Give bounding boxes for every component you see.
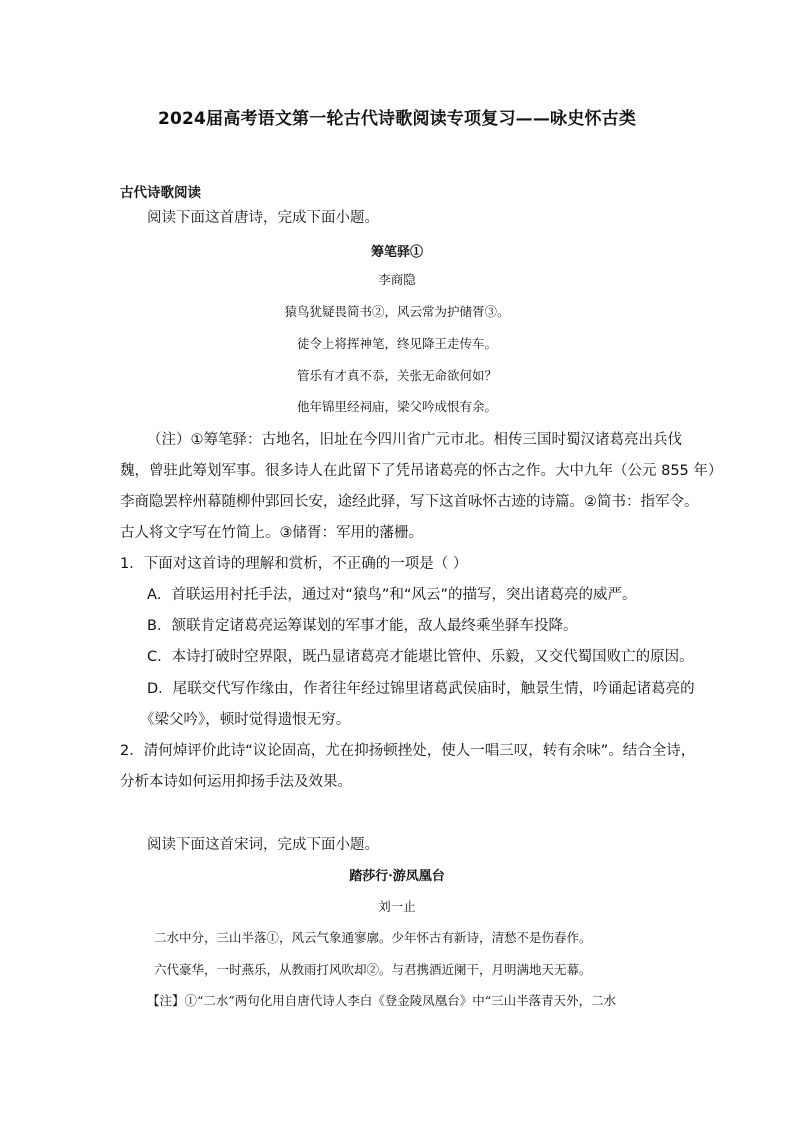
section-heading: 古代诗歌阅读 bbox=[120, 185, 201, 201]
question-1-option-d-continued: 《梁父吟》，顿时觉得遗恨无穷。 bbox=[140, 712, 351, 728]
poem1-line: 徒令上将挥神笔，终见降王走传车。 bbox=[296, 336, 497, 351]
poem2-note: 【注】①“二水”两句化用自唐代诗人李白《登金陵凤凰台》中“三山半落青天外，二水 bbox=[147, 993, 617, 1008]
question-2-line: 2．清何焯评价此诗“议论固高，尤在抑扬顿挫处，使人一唱三叹，转有余味”。结合全诗， bbox=[120, 743, 696, 759]
poem1-note-line: 李商隐罢梓州幕随柳仲郢回长安，途经此驿，写下这首咏怀古迹的诗篇。②简书：指军令。 bbox=[120, 494, 699, 510]
poem2-author: 刘一止 bbox=[378, 899, 416, 914]
question-1-stem: 1．下面对这首诗的理解和赏析，不正确的一项是（ ） bbox=[120, 556, 468, 572]
question-1-option-d: D．尾联交代写作缘由，作者往年经过锦里诸葛武侯庙时，触景生情，吟诵起诸葛亮的 bbox=[147, 681, 695, 697]
poem1-line: 猿鸟犹疑畏简书②，风云常为护储胥③。 bbox=[284, 304, 510, 319]
document-title: 2024届高考语文第一轮古代诗歌阅读专项复习——咏史怀古类 bbox=[157, 109, 637, 129]
part2-intro: 阅读下面这首宋词，完成下面小题。 bbox=[147, 837, 379, 853]
poem1-note-line: 古人将文字写在竹简上。③储胥：军用的藩栅。 bbox=[120, 525, 423, 541]
poem2-title: 踏莎行·游凤凰台 bbox=[349, 869, 445, 884]
part1-intro: 阅读下面这首唐诗，完成下面小题。 bbox=[147, 210, 379, 226]
poem1-note-line: （注）①筹笔驿：古地名，旧址在今四川省广元市北。相传三国时蜀汉诸葛亮出兵伐 bbox=[147, 432, 682, 448]
question-2-line: 分析本诗如何运用抑扬手法及效果。 bbox=[120, 774, 352, 790]
poem1-title: 筹笔驿① bbox=[370, 245, 423, 260]
poem1-author: 李商隐 bbox=[378, 272, 416, 287]
poem2-line: 二水中分，三山半落①，风云气象通寥廓。少年怀古有新诗，清愁不是伤春作。 bbox=[154, 930, 592, 945]
question-1-option-a: A．首联运用衬托手法，通过对“猿鸟”和“风云”的描写，突出诸葛亮的威严。 bbox=[147, 587, 637, 603]
poem1-line: 管乐有才真不忝，关张无命欲何如？ bbox=[296, 368, 497, 383]
poem2-line: 六代豪华，一时燕乐，从教雨打风吹却②。与君携酒近阑干，月明满地天无幕。 bbox=[154, 962, 592, 977]
poem1-note-line: 魏，曾驻此筹划军事。很多诗人在此留下了凭吊诸葛亮的怀古之作。大中九年（公元 855 年） bbox=[120, 463, 723, 479]
poem1-line: 他年锦里经祠庙，梁父吟成恨有余。 bbox=[296, 399, 497, 414]
question-1-option-c: C．本诗打破时空界限，既凸显诸葛亮才能堪比管仲、乐毅，又交代蜀国败亡的原因。 bbox=[147, 649, 694, 665]
question-1-option-b: B．颔联肯定诸葛亮运筹谋划的军事才能，敌人最终乘坐驿车投降。 bbox=[147, 618, 578, 634]
